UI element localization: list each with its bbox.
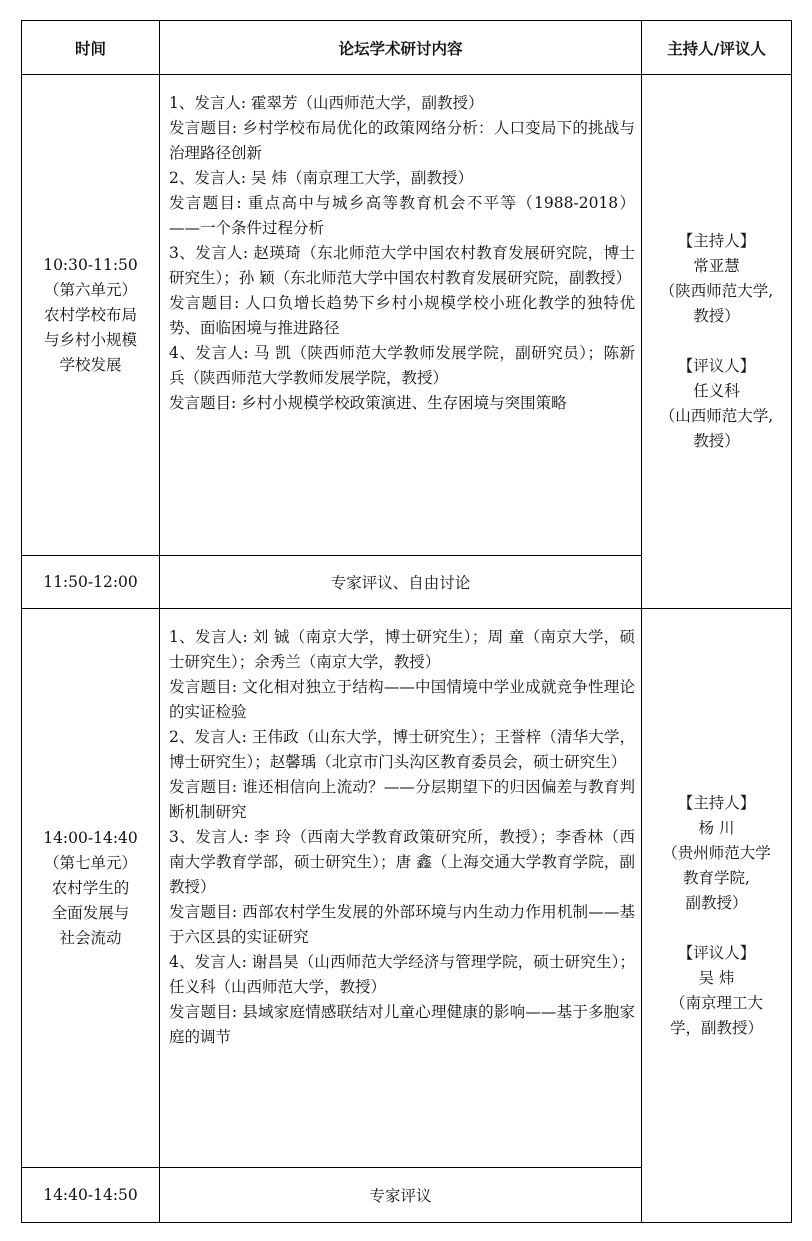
session7-reviewer-aff1: （南京理工大	[669, 993, 763, 1012]
session6-topic3: 发言题目: 人口负增长趋势下乡村小规模学校小班化教学的独特优势、面临困境与推进路径	[169, 294, 635, 337]
session7-title-line2: 全面发展与	[51, 903, 130, 922]
session6-row	[22, 75, 792, 556]
session7-topic3: 发言题目: 西部农村学生发展的外部环境与内生动力作用机制——基于六区县的实证研究	[169, 903, 635, 946]
header-content: 论坛学术研讨内容	[160, 21, 642, 75]
session7-host-name: 杨 川	[698, 818, 735, 837]
session7-host-aff2: 教育学院,	[683, 868, 750, 887]
session6-content-cell	[160, 75, 642, 556]
forum-schedule-table	[21, 20, 792, 1223]
session7-reviewer-aff2: 学，副教授）	[669, 1018, 763, 1037]
session6-time-cell	[22, 75, 160, 556]
break7-content: 专家评议	[160, 1168, 642, 1223]
session6-host-name: 常亚慧	[693, 257, 740, 275]
session7-host-label: 【主持人】	[677, 793, 756, 812]
session6-reviewer-label: 【评议人】	[677, 357, 756, 375]
session7-host-aff1: （贵州师范大学	[662, 843, 771, 862]
session7-topic4: 发言题目: 县域家庭情感联结对儿童心理健康的影响——基于多胞家庭的调节	[169, 1003, 635, 1046]
session6-speaker2: 2、发言人: 吴 炜（南京理工大学，副教授）	[169, 169, 473, 187]
session6-unit: （第六单元）	[43, 280, 137, 299]
session6-speaker3: 3、发言人: 赵瑛琦（东北师范大学中国农村教育发展研究院，博士研究生）；孙 颖（东北师范大学中国农村教育发展研究院，副教授）	[169, 244, 635, 287]
session7-time-cell	[22, 609, 160, 1168]
session7-time: 14:00-14:40	[43, 828, 138, 847]
session6-topic2: 发言题目: 重点高中与城乡高等教育机会不平等（1988-2018）——一个条件过程分析	[169, 194, 635, 237]
session6-reviewer-aff1: （山西师范大学,	[659, 407, 774, 425]
session7-host-aff3: 副教授）	[685, 893, 748, 912]
session7-speaker2: 2、发言人: 王伟政（山东大学，博士研究生）；王誉梓（清华大学，博士研究生）；赵馨瑀（北京市门头沟区教育委员会，硕士研究生）	[169, 728, 635, 771]
session7-title-line1: 农村学生的	[51, 878, 130, 897]
header-time: 时间	[22, 21, 160, 75]
header-host: 主持人/评议人	[642, 21, 792, 75]
session6-host-aff1: （陕西师范大学,	[659, 282, 774, 300]
session6-reviewer-name: 任义科	[693, 382, 740, 400]
session6-title-line3: 学校发展	[59, 355, 122, 374]
break6-time: 11:50-12:00	[22, 556, 160, 609]
session6-time: 10:30-11:50	[43, 255, 138, 274]
session6-speaker4: 4、发言人: 马 凯（陕西师范大学教师发展学院，副研究员）；陈新兵（陕西师范大学教师发展学院，教授）	[169, 344, 635, 387]
session7-content-cell	[160, 609, 642, 1168]
session7-topic2: 发言题目: 谁还相信向上流动？——分层期望下的归因偏差与教育判断机制研究	[169, 778, 635, 821]
session7-reviewer-label: 【评议人】	[677, 943, 756, 962]
session6-topic4: 发言题目: 乡村小规模学校政策演进、生存困境与突围策略	[169, 394, 567, 412]
session7-host-cell	[642, 609, 792, 1223]
session6-topic1: 发言题目: 乡村学校布局优化的政策网络分析：人口变局下的挑战与治理路径创新	[169, 119, 635, 162]
session6-title-line2: 与乡村小规模	[43, 330, 137, 349]
session6-host-label: 【主持人】	[677, 232, 756, 250]
session6-speaker1: 1、发言人: 霍翠芳（山西师范大学，副教授）	[169, 94, 484, 112]
session7-topic1: 发言题目: 文化相对独立于结构——中国情境中学业成就竞争性理论的实证检验	[169, 678, 635, 721]
session7-reviewer-name: 吴 炜	[698, 968, 735, 987]
session6-host-aff2: 教授）	[693, 307, 740, 325]
session6-host-cell	[642, 75, 792, 609]
session7-title-line3: 社会流动	[59, 928, 122, 947]
break6-content: 专家评议、自由讨论	[160, 556, 642, 609]
session7-unit: （第七单元）	[43, 853, 137, 872]
session7-speaker3: 3、发言人: 李 玲（西南大学教育政策研究所，教授）；李香林（西南大学教育学部，硕士研究生）；唐 鑫（上海交通大学教育学院，副教授）	[169, 828, 635, 896]
header-row	[22, 21, 792, 75]
session6-reviewer-aff2: 教授）	[693, 432, 740, 450]
session7-row	[22, 609, 792, 1168]
break7-time: 14:40-14:50	[22, 1168, 160, 1223]
session7-speaker1: 1、发言人: 刘 铖（南京大学，博士研究生）；周 童（南京大学，硕士研究生）；余秀兰（南京大学，教授）	[169, 628, 635, 671]
session6-title-line1: 农村学校布局	[43, 305, 137, 324]
session7-speaker4: 4、发言人: 谢昌昊（山西师范大学经济与管理学院，硕士研究生）；任义科（山西师范大学，教授）	[169, 953, 635, 996]
